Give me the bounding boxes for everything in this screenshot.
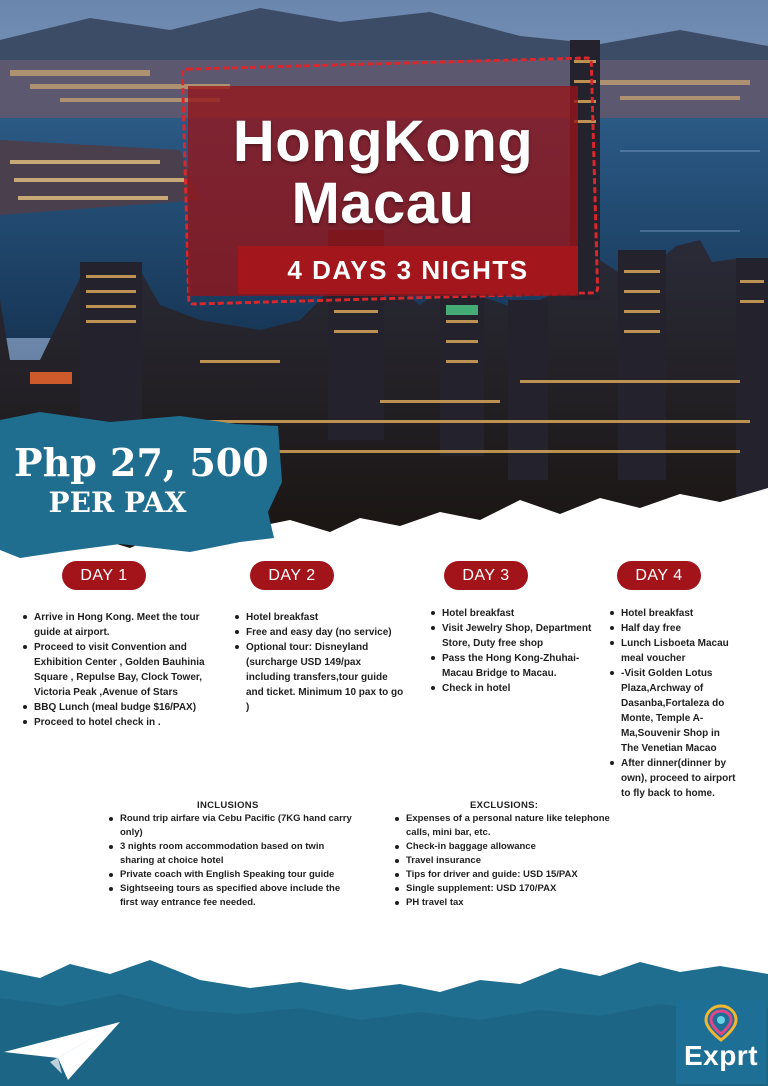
- list-item: Check-in baggage allowance: [394, 840, 614, 854]
- list-item: Half day free: [609, 621, 739, 636]
- list-item: Round trip airfare via Cebu Pacific (7KG hand carry only): [108, 812, 358, 840]
- brand-name: Exprt: [683, 1040, 759, 1071]
- exclusions-title: EXCLUSIONS:: [470, 800, 539, 811]
- price-amount: Php 27, 500: [14, 440, 269, 485]
- list-item: BBQ Lunch (meal budge $16/PAX): [22, 700, 212, 715]
- list-item: Single supplement: USD 170/PAX: [394, 882, 614, 896]
- list-item: PH travel tax: [394, 896, 614, 910]
- page-title-line-1: HongKong: [232, 109, 534, 174]
- paper-plane-icon: [2, 1018, 122, 1084]
- list-item: Expenses of a personal nature like telephone calls, mini bar, etc.: [394, 812, 614, 840]
- list-item: Hotel breakfast: [430, 606, 595, 621]
- list-item: Tips for driver and guide: USD 15/PAX: [394, 868, 614, 882]
- list-item: Proceed to hotel check in .: [22, 715, 212, 730]
- day-3-badge: DAY 3: [444, 561, 528, 590]
- list-item: 3 nights room accommodation based on twin sharing at choice hotel: [108, 840, 358, 868]
- day-1-badge: DAY 1: [62, 561, 146, 590]
- list-item: Free and easy day (no service): [234, 625, 404, 640]
- list-item: Private coach with English Speaking tour guide: [108, 868, 358, 882]
- exclusions-list: [394, 812, 614, 910]
- list-item: Visit Jewelry Shop, Department Store, Duty free shop: [430, 621, 595, 651]
- price-per-pax: PER PAX: [48, 486, 187, 519]
- day-3-itinerary: [430, 606, 595, 696]
- list-item: Pass the Hong Kong-Zhuhai-Macau Bridge to Macau.: [430, 651, 595, 681]
- day-2-itinerary: [234, 610, 404, 715]
- list-item: Travel insurance: [394, 854, 614, 868]
- page-title-line-2: Macau: [291, 171, 475, 236]
- inclusions-title: INCLUSIONS: [197, 800, 259, 811]
- list-item: Proceed to visit Convention and Exhibition Center , Golden Bauhinia Square , Repulse Bay, Clock Tower, Victoria Peak ,Avenue of Stars: [22, 640, 212, 700]
- day-4-badge: DAY 4: [617, 561, 701, 590]
- day-1-itinerary: [22, 610, 212, 730]
- list-item: Lunch Lisboeta Macau meal voucher: [609, 636, 739, 666]
- list-item: Hotel breakfast: [234, 610, 404, 625]
- day-2-badge: DAY 2: [250, 561, 334, 590]
- list-item: Check in hotel: [430, 681, 595, 696]
- list-item: -Visit Golden Lotus Plaza,Archway of Dasanba,Fortaleza do Monte, Temple A-Ma,Souvenir Shop in The Venetian Macao: [609, 666, 739, 756]
- list-item: Optional tour: Disneyland (surcharge USD 149/pax including transfers,tour guide and ticket. Minimum 10 pax to go ): [234, 640, 404, 715]
- list-item: Hotel breakfast: [609, 606, 739, 621]
- location-pin-logo-icon: [702, 1004, 740, 1042]
- list-item: Sightseeing tours as specified above include the first way entrance fee needed.: [108, 882, 358, 910]
- list-item: Arrive in Hong Kong. Meet the tour guide at airport.: [22, 610, 212, 640]
- list-item: After dinner(dinner by own), proceed to airport to fly back to home.: [609, 756, 739, 801]
- duration-banner: 4 DAYS 3 NIGHTS: [238, 246, 578, 294]
- inclusions-list: [108, 812, 358, 910]
- day-4-itinerary: [609, 606, 739, 801]
